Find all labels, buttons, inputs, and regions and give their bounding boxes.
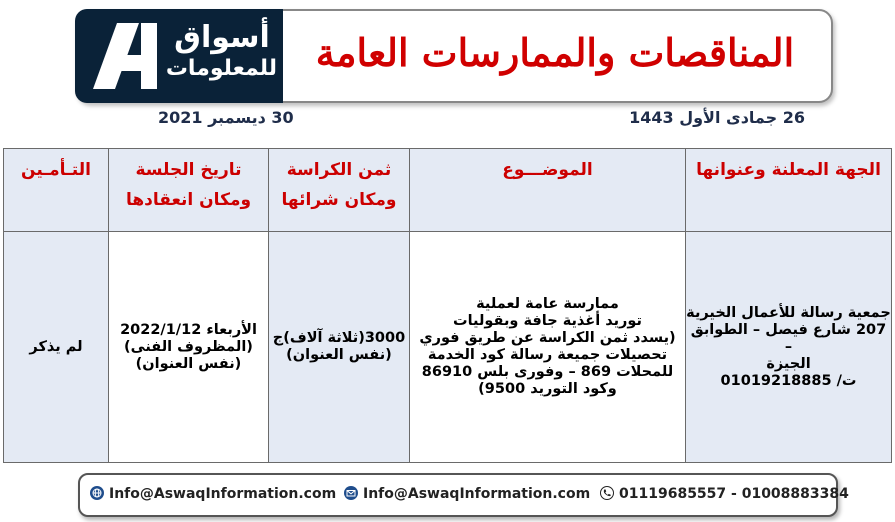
header-insurance: التـأمـين: [4, 149, 109, 232]
header-session: تاريخ الجلسة ومكان انعقادها: [109, 149, 269, 232]
envelope-icon: [344, 486, 358, 500]
cell-subject: ممارسة عامة لعملية توريد أغذية جافة وبقوليات (يسدد ثمن الكراسة عن طريق فوري تحصيلات جميعة رسالة كود الخدمة للمحلات 869 – وفورى بلس 86910 وكود التوريد 9500): [410, 232, 686, 463]
footer-phones[interactable]: 01119685557 - 01008883384: [600, 486, 849, 502]
cell-price: 3000(ثلاثة آلاف)ج (نفس العنوان): [269, 232, 410, 463]
logo-line-1: أسواق: [174, 20, 270, 55]
aswaq-logo: [75, 9, 283, 103]
table-header-row: [4, 149, 892, 232]
cell-insurance: لم يذكر: [4, 232, 109, 463]
cell-session: الأربعاء 2022/1/12 (المظروف الفنى) (نفس العنوان): [109, 232, 269, 463]
contact-footer: [78, 473, 849, 517]
gregorian-date: 30 ديسمبر 2021: [158, 108, 294, 127]
phone-icon: [600, 486, 614, 500]
page-title: المناقصات والممارسات العامة: [315, 30, 795, 75]
globe-icon: [90, 486, 104, 500]
logo-line-2: للمعلومات: [165, 56, 277, 81]
footer-web[interactable]: Info@AswaqInformation.com: [90, 486, 336, 502]
header-price: ثمن الكراسة ومكان شرائها: [269, 149, 410, 232]
header-subject: الموضـــوع: [410, 149, 686, 232]
aswaq-a-icon: [83, 15, 163, 95]
cell-entity: جمعية رسالة للأعمال الخيرية 207 شارع فيصل – الطوابق – الجيزة ت/ 01019218885: [686, 232, 892, 463]
hijri-date: 26 جمادى الأول 1443: [629, 108, 805, 127]
tenders-table: [3, 148, 892, 463]
footer-email[interactable]: Info@AswaqInformation.com: [344, 486, 590, 502]
header-entity: الجهة المعلنة وعنوانها: [686, 149, 892, 232]
logo-text: [167, 21, 277, 83]
table-row: [4, 232, 892, 463]
